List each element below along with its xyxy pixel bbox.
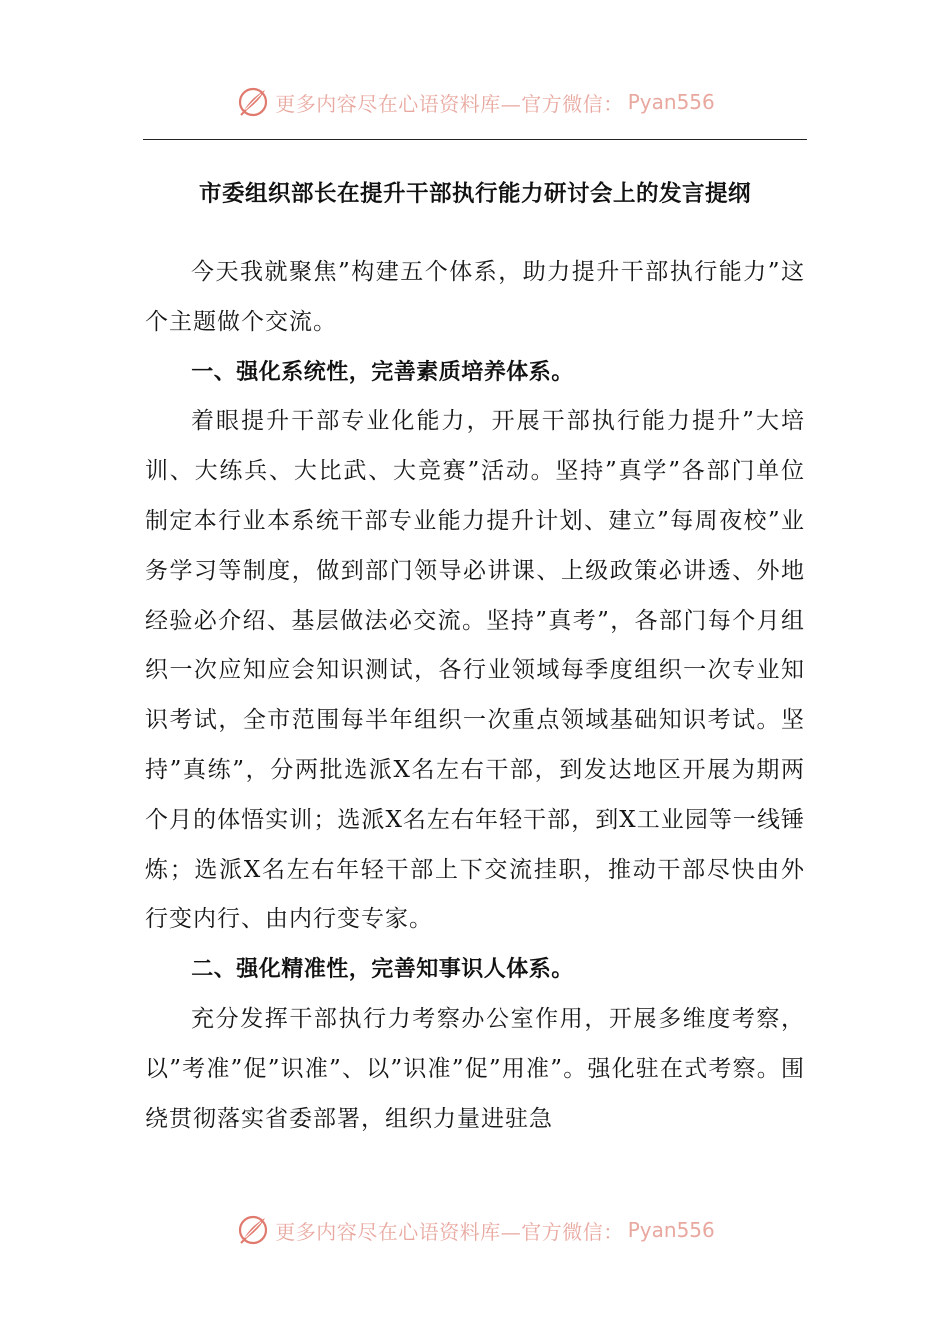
section-1-heading: 一、强化系统性，完善素质培养体系。 <box>191 359 574 385</box>
intro-paragraph: 今天我就聚焦”构建五个体系，助力提升干部执行能力”这个主题做个交流。 <box>145 259 805 335</box>
header-divider <box>143 139 807 140</box>
section-2-heading: 二、强化精准性，完善知事识人体系。 <box>191 957 574 983</box>
document-body <box>145 248 805 1144</box>
watermark-text: 更多内容尽在心语资料库—官方微信： <box>275 91 624 116</box>
section-2-paragraph: 充分发挥干部执行力考察办公室作用，开展多维度考察，以”考准”促”识准”、以”识准”促”用准”。强化驻在式考察。围绕贯彻落实省委部署，组织力量进驻急 <box>145 1005 805 1132</box>
header-watermark <box>0 82 950 122</box>
feather-pen-logo-icon <box>235 1212 271 1248</box>
document-title: 市委组织部长在提升干部执行能力研讨会上的发言提纲 <box>198 181 751 207</box>
watermark-contact: Pyan556 <box>627 90 715 114</box>
section-1-paragraph: 着眼提升干部专业化能力，开展干部执行能力提升”大培训、大练兵、大比武、大竞赛”活动。坚持”真学”各部门单位制定本行业本系统干部专业能力提升计划、建立”每周夜校”业务学习等制度，做到部门领导必讲课、上级政策必讲透、外地经验必介绍、基层做法必交流。坚持”真考”，各部门每个月组织一次应知应会知识测试，各行业领域每季度组织一次专业知识考试，全市范围每半年组织一次重点领域基础知识考试。坚持”真练”，分两批选派X名左右干部，到发达地区开展为期两个月的体悟实训；选派X名左右年轻干部，到X工业园等一线锤炼；选派X名左右年轻干部上下交流挂职，推动干部尽快由外行变内行、由内行变专家。 <box>145 408 805 933</box>
watermark-contact: Pyan556 <box>627 1218 715 1242</box>
feather-pen-logo-icon <box>235 84 271 120</box>
footer-watermark <box>0 1210 950 1250</box>
watermark-text: 更多内容尽在心语资料库—官方微信： <box>275 1219 624 1244</box>
